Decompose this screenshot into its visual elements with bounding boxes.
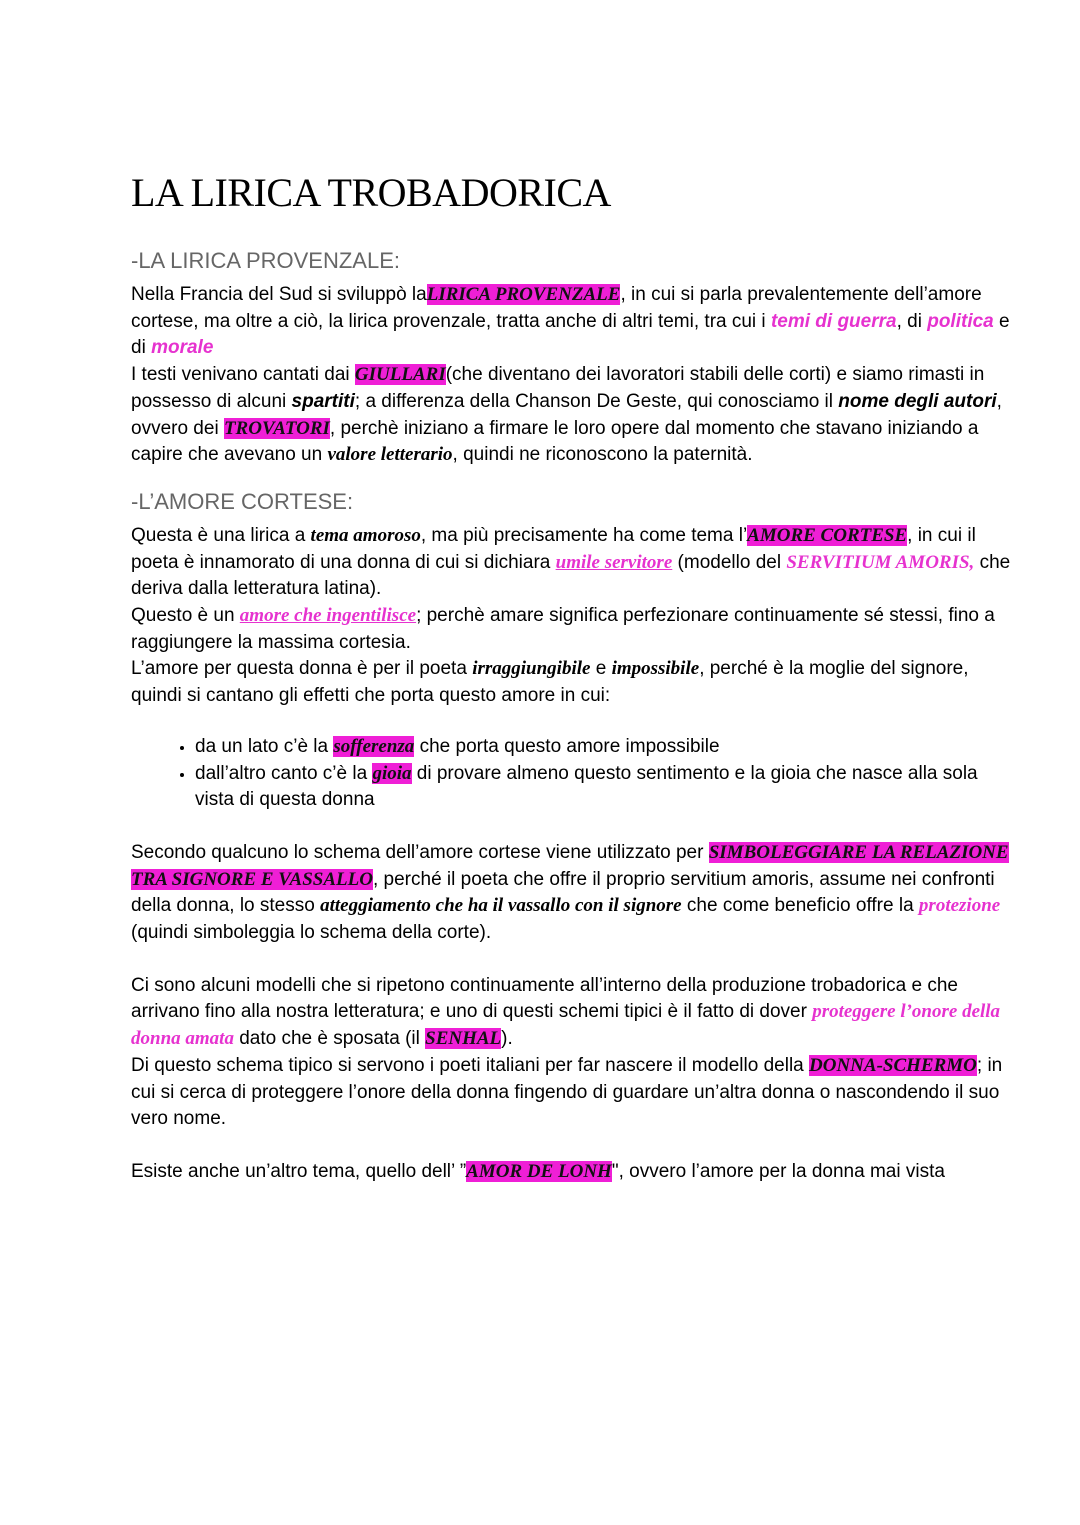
paragraph (131, 840, 1021, 947)
bold-term: valore letterario (327, 444, 453, 466)
bold-term: nome degli autori (838, 390, 997, 412)
text-run: dato che è sposata (il (233, 1028, 426, 1050)
accent-term: SERVITIUM AMORIS, (786, 551, 975, 573)
bold-term: atteggiamento che ha il vassallo con il signore (320, 895, 682, 917)
section-lirica-provenzale (131, 246, 1021, 469)
list-item (195, 761, 1021, 814)
text-run: , perché è la moglie del signore, quindi si cantano gli effetti che porta questo amore in cui: (131, 658, 969, 707)
accent-term: morale (151, 337, 214, 359)
paragraph (131, 523, 1021, 603)
text-run: , in cui si parla prevalentemente dell’amore cortese, ma oltre a ciò, la lirica provenzale, tratta anche di altri temi, tra cui i (131, 284, 982, 332)
text-run: e (590, 658, 612, 680)
text-run: Ci sono alcuni modelli che si ripetono continuamente all’interno della produzione trobadorica e che arrivano fino alla nostra letteratura; e uno di questi schemi tipici è il fatto di dover (131, 974, 959, 1023)
highlighted-term: TROVATORI (223, 417, 330, 439)
spacer (131, 1133, 1021, 1159)
text-run: che porta questo amore impossibile (414, 735, 720, 757)
section-heading: -LA LIRICA PROVENZALE: (131, 248, 400, 273)
text-run: (quindi simboleggia lo schema della corte). (131, 922, 492, 944)
section-heading: -L’AMORE CORTESE: (131, 488, 354, 514)
highlighted-term: AMOR DE LONH (466, 1160, 612, 1182)
list-item (195, 734, 1021, 761)
highlighted-term: AMORE CORTESE (747, 524, 908, 546)
spacer (131, 947, 1021, 973)
text-run: (che diventano dei lavoratori stabili delle corti) e siamo rimasti in possesso di alcuni (131, 364, 985, 412)
paragraph (131, 282, 1021, 362)
text-run: L’amore per questa donna è per il poeta (131, 658, 473, 680)
text-run: , perchè iniziano a firmare le loro opere dal momento che stavano iniziando a capire che avevano un (131, 417, 979, 466)
highlighted-term: DONNA-SCHERMO (809, 1054, 977, 1076)
highlighted-term: GIULLARI (354, 364, 446, 386)
paragraph (131, 603, 1021, 656)
text-run: Esiste anche un’altro tema, quello dell’ ” (131, 1160, 467, 1182)
text-run: ). (501, 1028, 513, 1050)
highlighted-term: gioia (372, 762, 412, 784)
text-run: e di (131, 310, 1010, 359)
paragraph (131, 1053, 1021, 1133)
text-run: ; in cui si cerca di proteggere l’onore della donna fingendo di guardare un’altra donna o nascondendo il suo vero nome. (131, 1054, 1003, 1130)
text-run: da un lato c’è la (195, 735, 334, 757)
paragraph (131, 656, 1021, 709)
highlighted-term: SENHAL (425, 1028, 502, 1050)
bold-term: tema amoroso (310, 524, 421, 546)
bold-term: irraggiungibile (472, 658, 591, 680)
text-run: , ma più precisamente ha come tema l’ (420, 524, 748, 546)
text-run: Questa è una lirica a (131, 524, 311, 546)
highlighted-term: SIMBOLEGGIARE LA RELAZIONE TRA SIGNORE E VASSALLO (131, 841, 1009, 890)
accent-term: politica (927, 310, 994, 332)
paragraph (131, 1159, 1021, 1186)
text-run: I testi venivano cantati dai (131, 364, 355, 386)
text-run: che deriva dalla letteratura latina). (131, 551, 1011, 600)
text-run: che come beneficio offre la (681, 895, 919, 917)
text-run: , in cui il poeta è innamorato di una donna di cui si dichiara (131, 524, 976, 573)
paragraph (131, 973, 1021, 1053)
accent-term: temi di guerra (770, 310, 897, 332)
text-run: ", ovvero l’amore per la donna mai vista (611, 1160, 945, 1182)
text-run: , di (896, 310, 928, 332)
text-run: Questo è un (131, 605, 240, 627)
text-run: , ovvero dei (131, 390, 1002, 439)
text-run: di provare almeno questo sentimento e la gioia che nasce alla sola vista di questa donna (195, 762, 978, 811)
text-run: Secondo qualcuno lo schema dell’amore cortese viene utilizzato per (131, 841, 709, 863)
bullet-list (131, 734, 1021, 814)
text-run: (modello del (672, 551, 787, 573)
bold-term: spartiti (291, 390, 355, 412)
underlined-term: amore che ingentilisce (239, 605, 417, 627)
paragraph (131, 362, 1021, 469)
text-run: , quindi ne riconoscono la paternità. (452, 444, 753, 466)
text-run: Di questo schema tipico si servono i poeti italiani per far nascere il modello della (131, 1054, 810, 1076)
text-run: Nella Francia del Sud si sviluppò la (131, 284, 427, 305)
text-run: ; perchè amare significa perfezionare continuamente sé stessi, fino a raggiungere la massima cortesia. (131, 605, 995, 653)
text-run: , perché il poeta che offre il proprio servitium amoris, assume nei confronti della donna, lo stesso (131, 868, 995, 917)
text-run: dall’altro canto c’è la (195, 762, 373, 784)
section-amore-cortese (131, 487, 1021, 1186)
accent-term: protezione (918, 895, 1001, 917)
document-body (131, 168, 1021, 1204)
highlighted-term: sofferenza (333, 735, 415, 757)
highlighted-term: LIRICA PROVENZALE (426, 284, 621, 305)
page-title: LA LIRICA TROBADORICA (131, 170, 611, 215)
bold-term: impossibile (611, 658, 700, 680)
underlined-term: umile servitore (555, 551, 673, 573)
text-run: ; a differenza della Chanson De Geste, qui conosciamo il (354, 390, 839, 412)
accent-term: proteggere l’onore della donna amata (131, 1001, 1001, 1050)
